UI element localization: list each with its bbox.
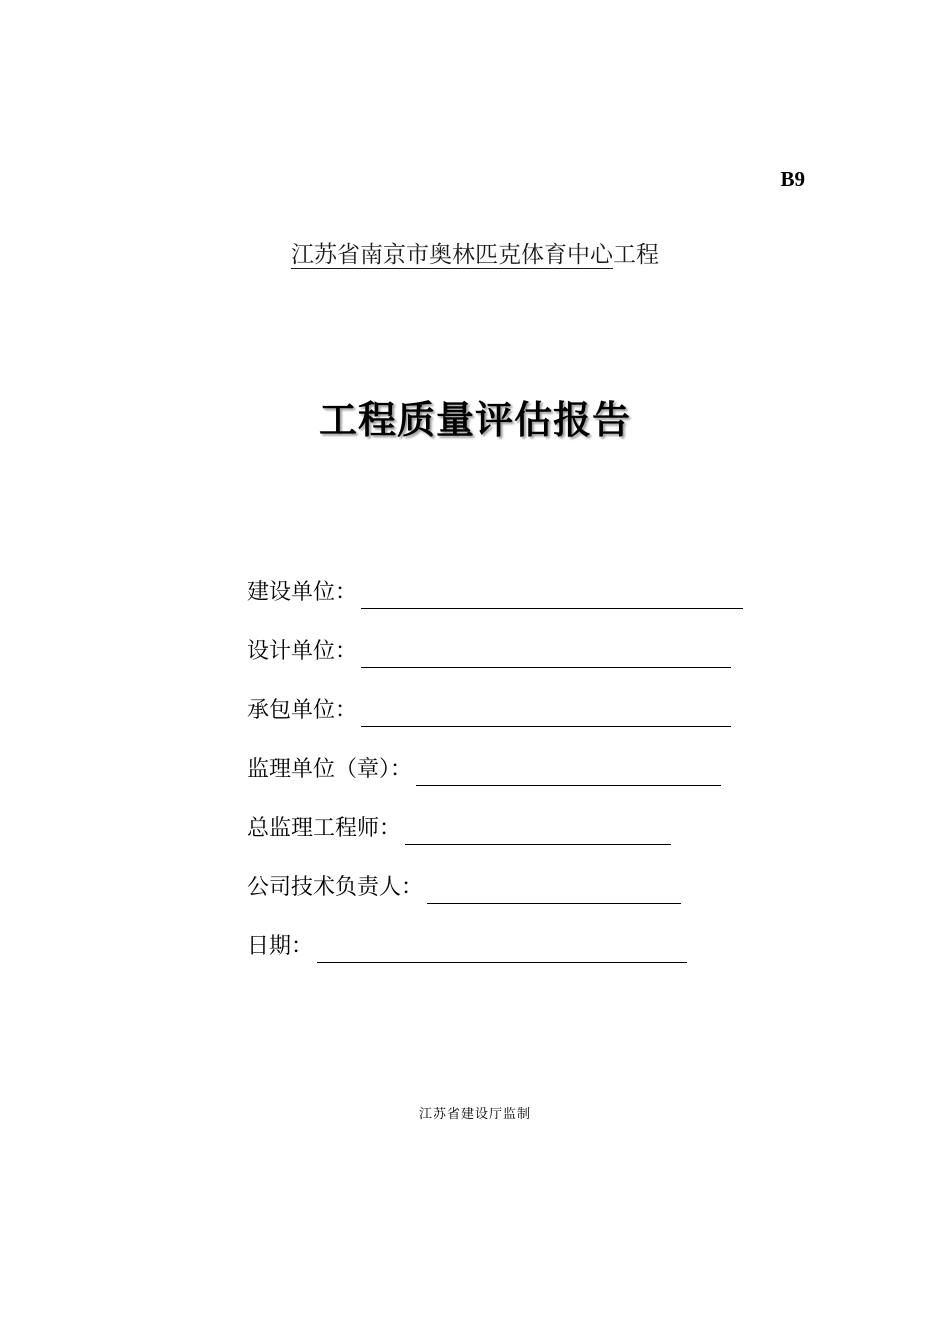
fill-in-line[interactable] <box>361 665 731 668</box>
field-label: 承包单位： <box>247 698 358 723</box>
field-label: 建设单位： <box>247 580 358 605</box>
report-title: 工程质量评估报告 <box>318 398 631 442</box>
field-construction-unit <box>247 554 767 613</box>
fill-in-line[interactable] <box>416 783 721 786</box>
project-name: 江苏省南京市奥林匹克体育中心 <box>291 242 613 268</box>
field-date <box>247 908 767 967</box>
field-label: 总监理工程师： <box>247 816 402 841</box>
fill-in-line[interactable] <box>361 606 743 609</box>
project-line <box>0 239 950 271</box>
field-label: 公司技术负责人： <box>247 875 424 900</box>
fill-in-line[interactable] <box>361 724 731 727</box>
field-supervision-unit <box>247 731 767 790</box>
signature-fields <box>247 554 767 967</box>
field-label: 日期： <box>247 934 314 959</box>
field-contractor <box>247 672 767 731</box>
fill-in-line[interactable] <box>317 960 687 963</box>
project-suffix: 工程 <box>613 242 659 268</box>
fill-in-line[interactable] <box>405 842 671 845</box>
issuer-footer: 江苏省建设厅监制 <box>418 1107 531 1122</box>
field-design-unit <box>247 613 767 672</box>
field-label: 设计单位： <box>247 639 358 664</box>
field-chief-supervisor <box>247 790 767 849</box>
fill-in-line[interactable] <box>427 901 681 904</box>
field-label: 监理单位（章）： <box>247 757 413 782</box>
field-technical-director <box>247 849 767 908</box>
form-code: B9 <box>780 167 805 191</box>
